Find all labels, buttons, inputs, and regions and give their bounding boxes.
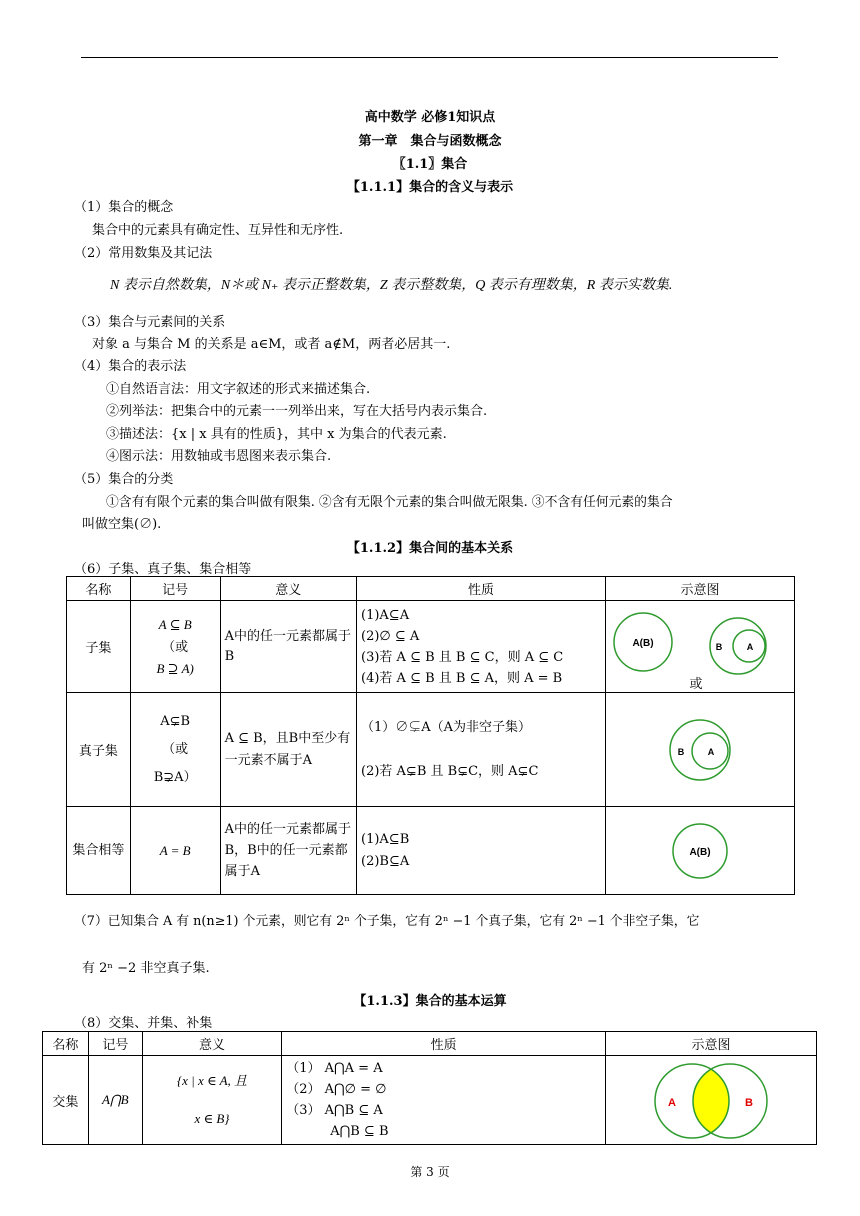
row-notation bbox=[130, 601, 220, 693]
operations-table bbox=[42, 1031, 817, 1145]
subsection-title-1: 【1.1.1】集合的含义与表示 bbox=[346, 180, 514, 195]
prop-line: (3)若 A ⊆ B 且 B ⊆ C，则 A ⊆ C bbox=[361, 649, 564, 665]
venn-label: A(B) bbox=[632, 637, 654, 649]
venn-label: B bbox=[744, 1097, 753, 1109]
row-name: 子集 bbox=[67, 601, 131, 693]
meaning-line: {x | x ∈ A, 且 bbox=[176, 1073, 248, 1088]
venn-label: B bbox=[677, 746, 685, 757]
prop-line: (1)A⊆A bbox=[361, 607, 410, 623]
subsection-title-3: 【1.1.3】集合的基本运算 bbox=[353, 994, 507, 1009]
row-props bbox=[357, 601, 606, 693]
chapter-title: 第一章 集合与函数概念 bbox=[358, 134, 502, 149]
notation-line: B⊋A） bbox=[153, 769, 197, 785]
notation-line: （或 bbox=[162, 741, 189, 757]
col-header-name: 名称 bbox=[67, 577, 131, 601]
venn-label: B bbox=[715, 641, 723, 652]
row-name: 真子集 bbox=[67, 693, 131, 807]
para-4d: ④图示法：用数轴或韦恩图来表示集合. bbox=[106, 449, 332, 464]
heading-2: （2）常用数集及其记法 bbox=[74, 246, 213, 261]
doc-title: 高中数学 必修1知识点 bbox=[364, 110, 496, 125]
row-notation: A⋂B bbox=[88, 1056, 142, 1145]
row-props bbox=[282, 1056, 606, 1145]
table-row-intersection bbox=[43, 1056, 817, 1145]
col-header-notation: 记号 bbox=[88, 1032, 142, 1056]
table-header-row bbox=[43, 1032, 817, 1056]
prop-line: (4)若 A ⊆ B 且 B ⊆ A，则 A = B bbox=[361, 670, 563, 686]
venn-or-label: 或 bbox=[689, 676, 703, 692]
heading-6: （6）子集、真子集、集合相等 bbox=[74, 562, 252, 577]
para-7a: （7）已知集合 A 有 n(n≥1) 个元素，则它有 2ⁿ 个子集，它有 2ⁿ −1 个真子集，它有 2ⁿ −1 个非空子集，它 bbox=[74, 914, 700, 929]
row-diagram bbox=[605, 807, 794, 895]
table-header-row bbox=[67, 577, 795, 601]
prop-line: （1） A⋂A = A bbox=[286, 1061, 383, 1076]
para-3: 对象 a 与集合 M 的关系是 a∈M，或者 a∉M，两者必居其一. bbox=[92, 337, 451, 352]
row-name: 集合相等 bbox=[67, 807, 131, 895]
prop-line: （2） A⋂∅ = ∅ bbox=[286, 1082, 387, 1097]
para-5a: ①含有有限个元素的集合叫做有限集. ②含有无限个元素的集合叫做无限集. ③不含有任何元素的集合 bbox=[106, 495, 673, 510]
prop-line: (2)B⊆A bbox=[361, 853, 410, 869]
prop-line: A⋂B ⊆ B bbox=[330, 1124, 389, 1139]
row-notation: A = B bbox=[130, 807, 220, 895]
prop-line: (2)若 A⊊B 且 B⊊C，则 A⊊C bbox=[361, 763, 539, 779]
para-5b: 叫做空集(∅). bbox=[82, 517, 162, 532]
para-4b: ②列举法：把集合中的元素一一列举出来，写在大括号内表示集合. bbox=[106, 404, 488, 419]
subset-venn-diagram bbox=[606, 602, 794, 692]
col-header-diagram: 示意图 bbox=[605, 577, 794, 601]
venn-label: A bbox=[707, 746, 715, 757]
intersection-venn-diagram bbox=[606, 1057, 816, 1143]
subsection-title-2: 【1.1.2】集合间的基本关系 bbox=[346, 541, 514, 556]
row-props bbox=[357, 693, 606, 807]
row-diagram bbox=[605, 1056, 816, 1145]
meaning-line: x ∈ B} bbox=[194, 1111, 230, 1126]
table-row-equal bbox=[67, 807, 795, 895]
page-number: 第 3 页 bbox=[410, 1165, 450, 1179]
row-meaning: A ⊆ B，且B中至少有一元素不属于A bbox=[220, 693, 356, 807]
row-diagram bbox=[605, 693, 794, 807]
heading-4: （4）集合的表示法 bbox=[74, 359, 187, 374]
notation-line: （或 bbox=[162, 638, 189, 654]
table-row-subset bbox=[67, 601, 795, 693]
row-props bbox=[357, 807, 606, 895]
subset-table bbox=[66, 576, 795, 895]
prop-line: (2)∅ ⊆ A bbox=[361, 628, 420, 644]
venn-label: A bbox=[746, 641, 754, 652]
heading-1: （1）集合的概念 bbox=[74, 200, 174, 215]
row-meaning: A中的任一元素都属于B，B中的任一元素都属于A bbox=[220, 807, 356, 895]
prop-line: （1）∅⊊A（A为非空子集） bbox=[361, 719, 532, 735]
para-1: 集合中的元素具有确定性、互异性和无序性. bbox=[92, 223, 344, 238]
heading-5: （5）集合的分类 bbox=[74, 472, 174, 487]
para-4c: ③描述法：{x | x 具有的性质}，其中 x 为集合的代表元素. bbox=[106, 427, 447, 442]
col-header-notation: 记号 bbox=[130, 577, 220, 601]
col-header-meaning: 意义 bbox=[142, 1032, 281, 1056]
equal-venn-diagram bbox=[606, 808, 794, 894]
col-header-props: 性质 bbox=[282, 1032, 606, 1056]
heading-3: （3）集合与元素间的关系 bbox=[74, 315, 226, 330]
notation-line: B ⊇ A) bbox=[156, 660, 194, 676]
col-header-props: 性质 bbox=[357, 577, 606, 601]
section-title: 〖1.1〗集合 bbox=[392, 157, 468, 172]
row-diagram bbox=[605, 601, 794, 693]
venn-label: A(B) bbox=[689, 846, 711, 858]
col-header-diagram: 示意图 bbox=[605, 1032, 816, 1056]
prop-line: (1)A⊆B bbox=[361, 831, 410, 847]
notation-line: A⊊B bbox=[160, 713, 191, 729]
venn-label: A bbox=[667, 1097, 676, 1109]
col-header-meaning: 意义 bbox=[220, 577, 356, 601]
para-2: N 表示自然数集，N＊或 N₊ 表示正整数集，Z 表示整数集，Q 表示有理数集，R 表示实数集. bbox=[110, 278, 673, 293]
proper-subset-venn-diagram bbox=[606, 695, 794, 805]
notation-line: A ⊆ B bbox=[158, 616, 192, 632]
heading-8: （8）交集、并集、补集 bbox=[74, 1016, 213, 1031]
row-meaning bbox=[142, 1056, 281, 1145]
row-notation bbox=[130, 693, 220, 807]
top-rule bbox=[81, 57, 778, 58]
table-row-proper-subset bbox=[67, 693, 795, 807]
prop-line: （3） A⋂B ⊆ A bbox=[286, 1103, 383, 1118]
row-name: 交集 bbox=[43, 1056, 89, 1145]
row-meaning: A中的任一元素都属于B bbox=[220, 601, 356, 693]
para-7b: 有 2ⁿ −2 非空真子集. bbox=[82, 961, 210, 976]
col-header-name: 名称 bbox=[43, 1032, 89, 1056]
para-4a: ①自然语言法：用文字叙述的形式来描述集合. bbox=[106, 382, 371, 397]
